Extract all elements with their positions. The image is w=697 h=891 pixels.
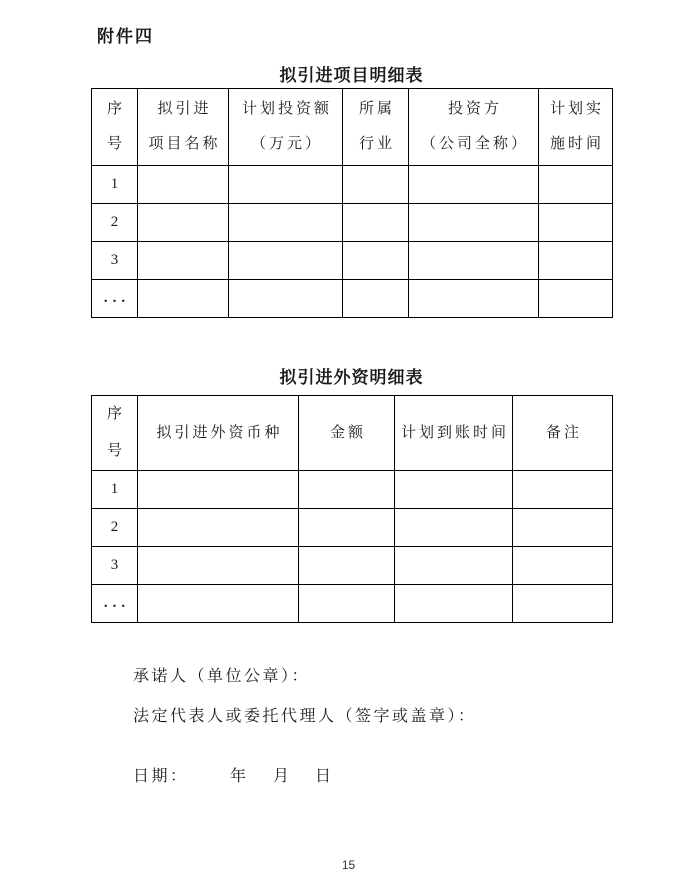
year-label: 年: [230, 768, 249, 785]
empty-cell: [539, 280, 613, 318]
empty-cell: [229, 166, 343, 204]
header-serial-number: 序 号: [92, 89, 138, 166]
header-planned-schedule: 计划实 施时间: [539, 89, 613, 166]
empty-cell: [539, 166, 613, 204]
table-row: [92, 509, 613, 547]
empty-cell: [299, 509, 395, 547]
row-ellipsis: ...: [92, 280, 138, 318]
header-investor: 投资方 （公司全称）: [409, 89, 539, 166]
empty-cell: [409, 280, 539, 318]
empty-cell: [299, 547, 395, 585]
page-number: 15: [341, 858, 356, 872]
header-remarks: 备注: [513, 396, 613, 471]
table-row: [92, 585, 613, 623]
table-row: [92, 204, 613, 242]
row-number: 3: [92, 547, 138, 585]
empty-cell: [409, 166, 539, 204]
empty-cell: [229, 280, 343, 318]
row-ellipsis: ...: [92, 585, 138, 623]
empty-cell: [513, 509, 613, 547]
empty-cell: [343, 166, 409, 204]
empty-cell: [138, 166, 229, 204]
empty-cell: [395, 509, 513, 547]
empty-cell: [395, 585, 513, 623]
date-line: [133, 766, 433, 788]
row-number: 1: [92, 471, 138, 509]
empty-cell: [343, 280, 409, 318]
day-label: 日: [315, 768, 334, 785]
foreign-capital-table: [91, 395, 613, 623]
attachment-label: 附件四: [97, 27, 154, 46]
legal-representative-line: 法定代表人或委托代理人（签字或盖章）：: [133, 708, 477, 725]
empty-cell: [409, 204, 539, 242]
foreign-capital-table-title: 拟引进外资明细表: [279, 368, 424, 387]
empty-cell: [513, 585, 613, 623]
empty-cell: [299, 585, 395, 623]
empty-cell: [138, 280, 229, 318]
empty-cell: [299, 471, 395, 509]
header-amount: 金额: [299, 396, 395, 471]
empty-cell: [343, 204, 409, 242]
foreign-capital-header-row: [92, 396, 613, 471]
row-number: 2: [92, 509, 138, 547]
header-planned-arrival-time: 计划到账时间: [395, 396, 513, 471]
empty-cell: [138, 585, 299, 623]
row-number: 1: [92, 166, 138, 204]
project-table-title: 拟引进项目明细表: [279, 66, 424, 85]
empty-cell: [229, 204, 343, 242]
header-planned-investment: 计划投资额 （万元）: [229, 89, 343, 166]
table-row: [92, 547, 613, 585]
empty-cell: [138, 204, 229, 242]
empty-cell: [138, 242, 229, 280]
month-label: 月: [273, 768, 292, 785]
header-currency-type: 拟引进外资币种: [138, 396, 299, 471]
table-row: [92, 166, 613, 204]
row-number: 3: [92, 242, 138, 280]
empty-cell: [409, 242, 539, 280]
date-label: 日期：: [133, 768, 189, 785]
row-number: 2: [92, 204, 138, 242]
header-industry: 所属 行业: [343, 89, 409, 166]
table-row: [92, 471, 613, 509]
promise-person-line: 承诺人（单位公章）：: [133, 668, 311, 685]
empty-cell: [395, 471, 513, 509]
empty-cell: [513, 471, 613, 509]
empty-cell: [229, 242, 343, 280]
empty-cell: [343, 242, 409, 280]
project-table-header-row: [92, 89, 613, 166]
header-project-name: 拟引进 项目名称: [138, 89, 229, 166]
empty-cell: [513, 547, 613, 585]
empty-cell: [138, 471, 299, 509]
empty-cell: [395, 547, 513, 585]
empty-cell: [539, 242, 613, 280]
table-row: [92, 280, 613, 318]
project-table: [91, 88, 613, 318]
empty-cell: [539, 204, 613, 242]
empty-cell: [138, 547, 299, 585]
empty-cell: [138, 509, 299, 547]
header-serial-number: 序 号: [92, 396, 138, 471]
table-row: [92, 242, 613, 280]
